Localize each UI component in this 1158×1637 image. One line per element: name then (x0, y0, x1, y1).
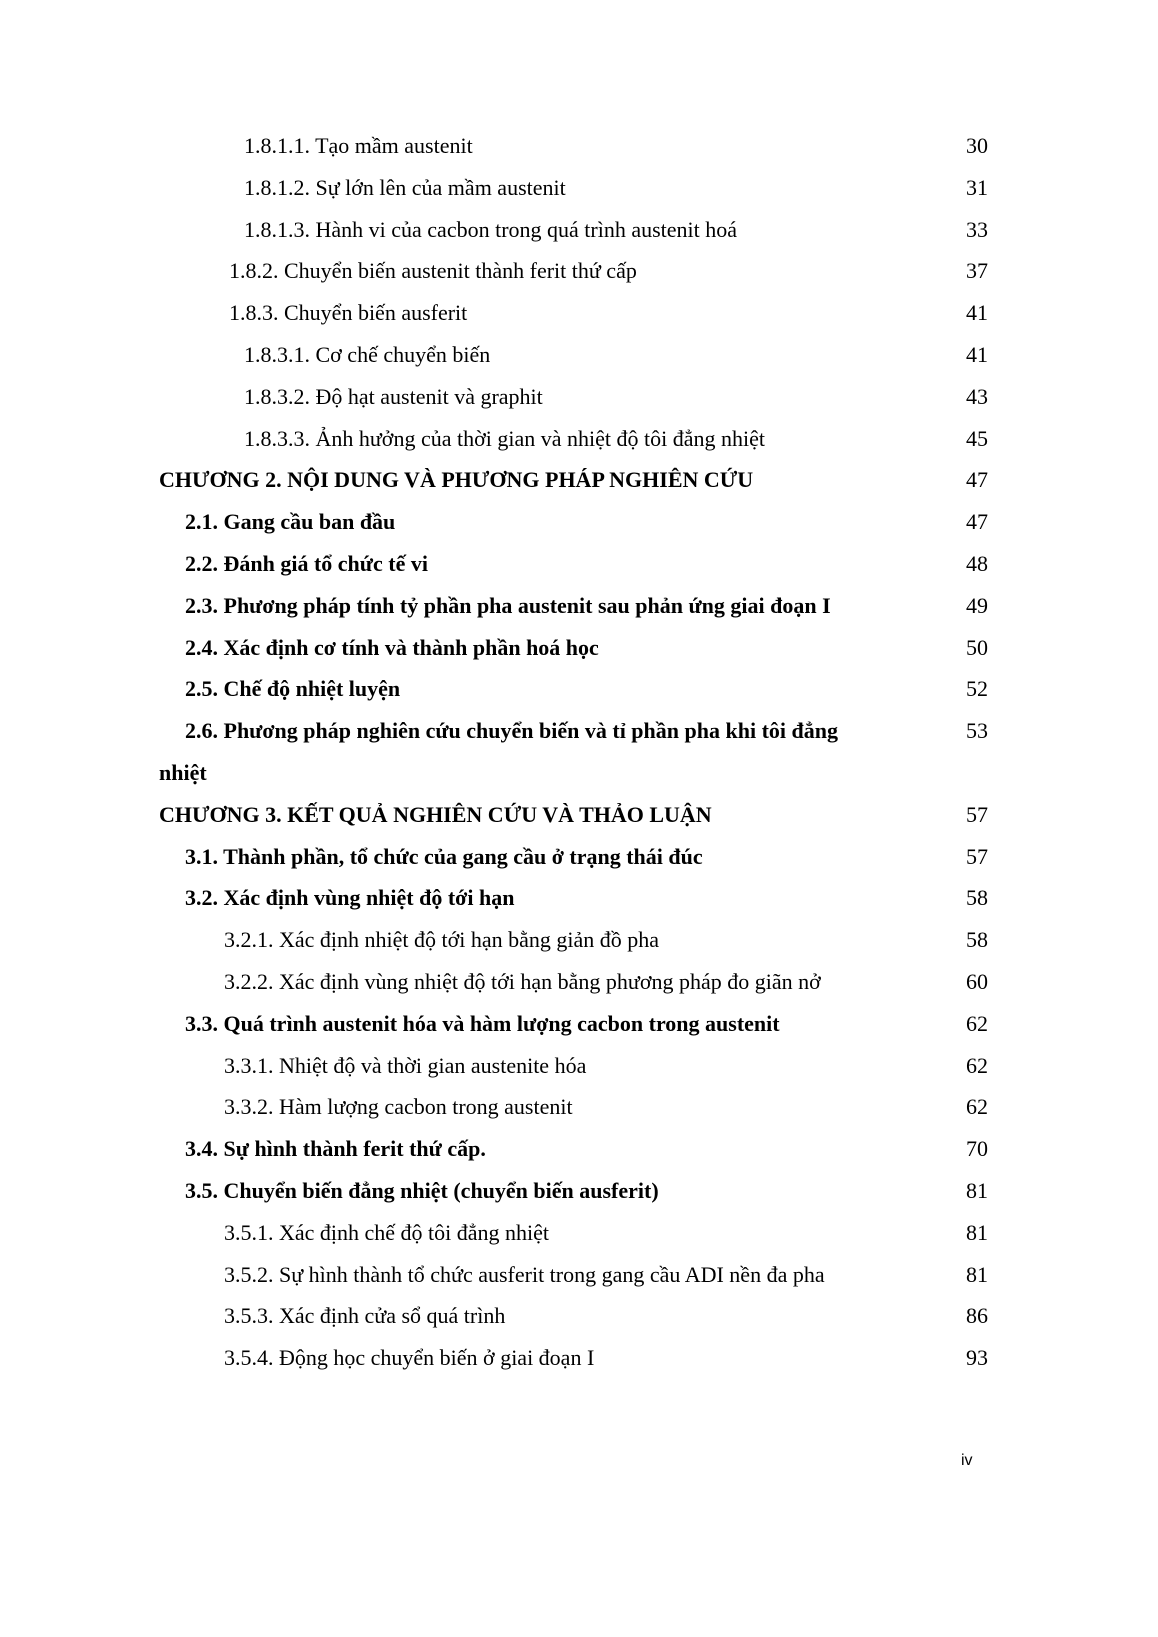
toc-entry[interactable] (0, 167, 1158, 209)
toc-chapter-heading[interactable] (0, 459, 1158, 501)
toc-entry-title: 1.8.3. Chuyển biến ausferit (229, 300, 468, 326)
table-of-contents (0, 125, 1158, 1379)
toc-entry-title: CHƯƠNG 2. NỘI DUNG VÀ PHƯƠNG PHÁP NGHIÊN CỨU (159, 467, 754, 493)
toc-entry-page: 47 (966, 467, 988, 493)
toc-entry-title: 3.1. Thành phần, tổ chức của gang cầu ở trạng thái đúc (185, 843, 703, 869)
toc-entry-title: 2.6. Phương pháp nghiên cứu chuyển biến và tỉ phần pha khi tôi đẳng (185, 718, 838, 744)
toc-entry-title: 3.5.2. Sự hình thành tổ chức ausferit trong gang cầu ADI nền đa pha (224, 1261, 825, 1287)
toc-entry-page: 49 (966, 592, 988, 618)
toc-chapter-heading[interactable] (0, 794, 1158, 836)
toc-entry-page: 57 (966, 801, 988, 827)
toc-entry-page: 47 (966, 509, 988, 535)
toc-entry-page: 33 (966, 216, 988, 242)
toc-entry-page: 62 (966, 1052, 988, 1078)
toc-entry-title: 3.4. Sự hình thành ferit thứ cấp. (185, 1136, 486, 1162)
toc-entry-continuation (0, 752, 1158, 794)
toc-section-entry[interactable] (0, 585, 1158, 627)
toc-entry-page: 45 (966, 425, 988, 451)
toc-entry-page: 43 (966, 383, 988, 409)
toc-entry[interactable] (0, 1337, 1158, 1379)
toc-entry[interactable] (0, 1045, 1158, 1087)
toc-entry-title: 3.5.3. Xác định cửa sổ quá trình (224, 1303, 506, 1329)
toc-entry-title: 2.2. Đánh giá tổ chức tế vi (185, 550, 428, 576)
toc-entry-page: 58 (966, 885, 988, 911)
toc-entry-title: 2.4. Xác định cơ tính và thành phần hoá học (185, 634, 599, 660)
toc-entry[interactable] (0, 209, 1158, 251)
toc-entry-page: 70 (966, 1136, 988, 1162)
toc-entry-page: 62 (966, 1094, 988, 1120)
toc-entry-title: 1.8.2. Chuyển biến austenit thành ferit thứ cấp (229, 258, 637, 284)
toc-section-entry[interactable] (0, 543, 1158, 585)
toc-entry-title: 3.2.2. Xác định vùng nhiệt độ tới hạn bằng phương pháp đo giãn nở (224, 968, 821, 994)
toc-section-entry[interactable] (0, 836, 1158, 878)
toc-entry-title: 2.1. Gang cầu ban đầu (185, 509, 396, 535)
toc-entry[interactable] (0, 292, 1158, 334)
toc-entry[interactable] (0, 961, 1158, 1003)
toc-entry-title: 1.8.3.3. Ảnh hưởng của thời gian và nhiệt độ tôi đẳng nhiệt (244, 425, 765, 451)
toc-entry-title: 3.5.1. Xác định chế độ tôi đẳng nhiệt (224, 1219, 550, 1245)
toc-section-entry[interactable] (0, 627, 1158, 669)
toc-entry-page: 93 (966, 1345, 988, 1371)
toc-entry-title: 1.8.1.2. Sự lớn lên của mầm austenit (244, 174, 566, 200)
toc-entry-page: 37 (966, 258, 988, 284)
toc-entry-page: 41 (966, 300, 988, 326)
toc-entry-title: 3.3.2. Hàm lượng cacbon trong austenit (224, 1094, 573, 1120)
toc-entry[interactable] (0, 334, 1158, 376)
toc-entry-title: 3.3.1. Nhiệt độ và thời gian austenite hóa (224, 1052, 587, 1078)
toc-entry-page: 57 (966, 843, 988, 869)
toc-section-entry[interactable] (0, 877, 1158, 919)
toc-section-entry[interactable] (0, 710, 1158, 752)
toc-entry[interactable] (0, 1295, 1158, 1337)
toc-entry[interactable] (0, 919, 1158, 961)
toc-entry-page: 60 (966, 968, 988, 994)
toc-entry-title: 1.8.3.1. Cơ chế chuyển biến (244, 341, 491, 367)
toc-entry-page: 81 (966, 1219, 988, 1245)
toc-entry-page: 62 (966, 1010, 988, 1036)
toc-entry[interactable] (0, 1254, 1158, 1296)
toc-entry-title: 2.5. Chế độ nhiệt luyện (185, 676, 401, 702)
toc-entry-title: 1.8.3.2. Độ hạt austenit và graphit (244, 383, 543, 409)
toc-section-entry[interactable] (0, 668, 1158, 710)
toc-entry-title: 3.2. Xác định vùng nhiệt độ tới hạn (185, 885, 515, 911)
toc-entry-page: 52 (966, 676, 988, 702)
toc-entry-title: 1.8.1.3. Hành vi của cacbon trong quá trình austenit hoá (244, 216, 738, 242)
toc-entry-page: 81 (966, 1261, 988, 1287)
toc-entry-title: 3.5. Chuyển biến đẳng nhiệt (chuyển biến ausferit) (185, 1177, 659, 1203)
toc-entry-title: 3.3. Quá trình austenit hóa và hàm lượng cacbon trong austenit (185, 1010, 780, 1036)
toc-section-entry[interactable] (0, 1003, 1158, 1045)
toc-entry-page: 41 (966, 341, 988, 367)
toc-entry-page: 53 (966, 718, 988, 744)
toc-section-entry[interactable] (0, 1170, 1158, 1212)
toc-entry-page: 86 (966, 1303, 988, 1329)
toc-entry-page: 48 (966, 550, 988, 576)
toc-entry-title: 1.8.1.1. Tạo mầm austenit (244, 133, 473, 158)
page-number-footer: iv (961, 1452, 973, 1469)
toc-entry-title: 3.5.4. Động học chuyển biến ở giai đoạn I (224, 1345, 595, 1371)
toc-entry-title: nhiệt (159, 759, 207, 785)
toc-section-entry[interactable] (0, 1128, 1158, 1170)
toc-entry-page: 81 (966, 1177, 988, 1203)
toc-entry-page: 50 (966, 634, 988, 660)
toc-section-entry[interactable] (0, 501, 1158, 543)
toc-entry-title: CHƯƠNG 3. KẾT QUẢ NGHIÊN CỨU VÀ THẢO LUẬN (159, 801, 712, 827)
toc-entry[interactable] (0, 125, 1158, 167)
toc-entry-page: 31 (966, 174, 988, 200)
toc-entry[interactable] (0, 376, 1158, 418)
toc-entry[interactable] (0, 418, 1158, 460)
toc-entry-page: 30 (966, 133, 988, 158)
toc-entry-title: 3.2.1. Xác định nhiệt độ tới hạn bằng giản đồ pha (224, 927, 660, 953)
toc-entry-page: 58 (966, 927, 988, 953)
toc-entry[interactable] (0, 250, 1158, 292)
toc-entry[interactable] (0, 1086, 1158, 1128)
toc-entry-title: 2.3. Phương pháp tính tỷ phần pha austenit sau phản ứng giai đoạn I (185, 592, 831, 618)
toc-entry[interactable] (0, 1212, 1158, 1254)
